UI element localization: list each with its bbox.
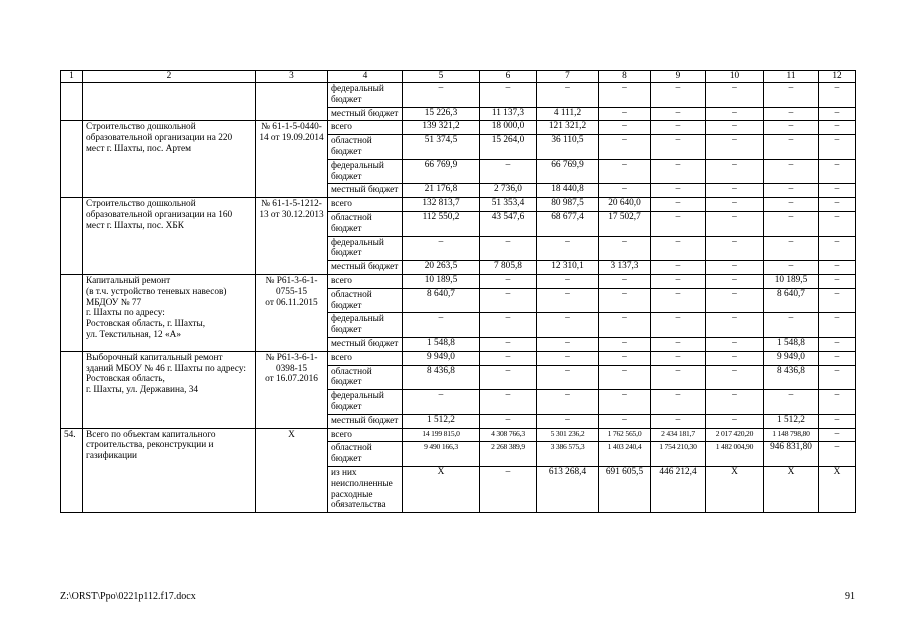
row-number [61,83,83,121]
amount-cell: – [651,236,706,261]
funding-source: всего [328,121,403,135]
amount-cell: – [537,337,599,351]
amount-cell: – [537,288,599,313]
amount-cell: – [819,313,856,338]
amount-cell: – [599,337,651,351]
amount-cell: 3 386 575,3 [537,442,599,467]
amount-cell: – [480,83,537,108]
amount-cell: – [651,337,706,351]
amount-cell: 51 374,5 [403,135,480,160]
amount-cell: 1 512,2 [764,414,819,428]
amount-cell: 2 268 389,9 [480,442,537,467]
amount-cell: – [819,236,856,261]
document-ref: № 61-1-5-0440-14 от 19.09.2014 [256,121,328,198]
amount-cell: – [403,313,480,338]
amount-cell: 139 321,2 [403,121,480,135]
amount-cell: – [651,351,706,365]
amount-cell: – [706,288,764,313]
object-name: Строительство дошкольной образовательной организации на 220 мест г. Шахты, пос. Артем [83,121,256,198]
object-name: Всего по объектам капитального строительства, реконструкции и газификации [83,428,256,513]
amount-cell: – [819,390,856,415]
amount-cell: – [651,121,706,135]
column-number: 10 [706,71,764,83]
amount-cell: – [651,198,706,212]
row-number [61,198,83,275]
amount-cell: – [480,351,537,365]
amount-cell: – [819,83,856,108]
funding-source: областной бюджет [328,442,403,467]
funding-source: местный бюджет [328,184,403,198]
amount-cell: – [764,107,819,121]
amount-cell: 1 482 004,90 [706,442,764,467]
amount-cell: 36 110,5 [537,135,599,160]
column-number: 5 [403,71,480,83]
amount-cell: – [706,351,764,365]
funding-source: областной бюджет [328,211,403,236]
amount-cell: – [651,211,706,236]
amount-cell: – [764,390,819,415]
amount-cell: – [706,236,764,261]
amount-cell: – [480,365,537,390]
amount-cell: 8 640,7 [764,288,819,313]
amount-cell: 4 111,2 [537,107,599,121]
amount-cell: – [599,107,651,121]
amount-cell: – [819,121,856,135]
amount-cell: – [651,184,706,198]
amount-cell: 121 321,2 [537,121,599,135]
row-number [61,274,83,351]
amount-cell: 1 148 798,80 [764,428,819,442]
amount-cell: – [819,211,856,236]
amount-cell: 112 550,2 [403,211,480,236]
amount-cell: – [764,184,819,198]
amount-cell: – [537,365,599,390]
amount-cell: – [651,159,706,184]
object-name [83,83,256,121]
amount-cell: – [819,184,856,198]
column-number: 1 [61,71,83,83]
document-ref [256,83,328,121]
amount-cell: – [599,288,651,313]
amount-cell: 43 547,6 [480,211,537,236]
column-number: 8 [599,71,651,83]
amount-cell: 1 512,2 [403,414,480,428]
table-row [61,428,856,442]
amount-cell: – [599,313,651,338]
amount-cell: 2 434 181,7 [651,428,706,442]
amount-cell: – [819,261,856,275]
amount-cell: – [819,428,856,442]
funding-source: федеральный бюджет [328,313,403,338]
amount-cell: – [651,390,706,415]
amount-cell: – [764,236,819,261]
amount-cell: – [480,390,537,415]
amount-cell: – [537,313,599,338]
amount-cell: – [480,466,537,512]
amount-cell: – [706,365,764,390]
funding-source: местный бюджет [328,261,403,275]
amount-cell: – [819,107,856,121]
amount-cell: 15 264,0 [480,135,537,160]
amount-cell: – [599,159,651,184]
document-ref: № 61-1-5-1212-13 от 30.12.2013 [256,198,328,275]
amount-cell: – [651,274,706,288]
amount-cell: – [706,274,764,288]
amount-cell: 1 548,8 [403,337,480,351]
funding-source: местный бюджет [328,107,403,121]
row-number: 54. [61,428,83,513]
funding-source: всего [328,198,403,212]
amount-cell: – [764,121,819,135]
document-ref: № Р61-3-6-1-0755-15 от 06.11.2015 [256,274,328,351]
amount-cell: – [819,288,856,313]
amount-cell: – [651,135,706,160]
amount-cell: 132 813,7 [403,198,480,212]
row-number [61,121,83,198]
funding-source: из них неисполненные расходные обязательства [328,466,403,512]
amount-cell: – [819,442,856,467]
amount-cell: – [706,135,764,160]
amount-cell: – [706,107,764,121]
amount-cell: – [819,274,856,288]
amount-cell: – [599,236,651,261]
amount-cell: – [819,351,856,365]
amount-cell: 3 137,3 [599,261,651,275]
object-name: Выборочный капитальный ремонт зданий МБОУ № 46 г. Шахты по адресу: Ростовская область, г. Шахты, ул. Державина, 34 [83,351,256,428]
amount-cell: – [819,135,856,160]
funding-source: областной бюджет [328,288,403,313]
funding-source: всего [328,428,403,442]
amount-cell: – [819,337,856,351]
amount-cell: 20 263,5 [403,261,480,275]
amount-cell: – [599,365,651,390]
amount-cell: 20 640,0 [599,198,651,212]
amount-cell: – [403,390,480,415]
amount-cell: 1 403 240,4 [599,442,651,467]
amount-cell: – [599,390,651,415]
document-ref: Х [256,428,328,513]
amount-cell: 66 769,9 [403,159,480,184]
amount-cell: – [480,414,537,428]
funding-source: местный бюджет [328,337,403,351]
funding-source: всего [328,351,403,365]
funding-source: местный бюджет [328,414,403,428]
amount-cell: 21 176,8 [403,184,480,198]
amount-cell: – [764,83,819,108]
amount-cell: – [819,159,856,184]
object-name: Капитальный ремонт (в т.ч. устройство теневых навесов) МБДОУ № 77 г. Шахты по адресу: Ростовская область, г. Шахты, ул. Текстильная, 12 «А» [83,274,256,351]
amount-cell: – [403,83,480,108]
amount-cell: 10 189,5 [403,274,480,288]
amount-cell: 9 949,0 [403,351,480,365]
amount-cell: 9 490 166,3 [403,442,480,467]
amount-cell: Х [764,466,819,512]
amount-cell: – [480,313,537,338]
amount-cell: – [480,236,537,261]
file-path-footer: Z:\ORST\Ppo\0221p112.f17.docx [60,591,196,602]
column-number: 4 [328,71,403,83]
amount-cell: – [706,198,764,212]
page-number: 91 [845,591,855,602]
amount-cell: 8 640,7 [403,288,480,313]
amount-cell: – [706,261,764,275]
amount-cell: 51 353,4 [480,198,537,212]
amount-cell: – [764,159,819,184]
amount-cell: – [764,261,819,275]
amount-cell: 11 137,3 [480,107,537,121]
amount-cell: – [764,313,819,338]
column-number: 9 [651,71,706,83]
amount-cell: – [706,211,764,236]
amount-cell: – [480,288,537,313]
object-name: Строительство дошкольной образовательной организации на 160 мест г. Шахты, пос. ХБК [83,198,256,275]
column-number: 12 [819,71,856,83]
column-number-row [61,71,856,83]
amount-cell: 613 268,4 [537,466,599,512]
amount-cell: – [403,236,480,261]
amount-cell: 946 831,80 [764,442,819,467]
table-row [61,198,856,212]
amount-cell: – [651,365,706,390]
amount-cell: 4 308 766,3 [480,428,537,442]
amount-cell: – [819,365,856,390]
amount-cell: 8 436,8 [403,365,480,390]
funding-source: всего [328,274,403,288]
amount-cell: – [706,159,764,184]
amount-cell: – [599,135,651,160]
amount-cell: 9 949,0 [764,351,819,365]
column-number: 3 [256,71,328,83]
table-row [61,83,856,108]
amount-cell: 7 805,8 [480,261,537,275]
amount-cell: Х [706,466,764,512]
column-number: 7 [537,71,599,83]
amount-cell: – [706,121,764,135]
amount-cell: 5 301 236,2 [537,428,599,442]
funding-source: федеральный бюджет [328,159,403,184]
amount-cell: – [651,313,706,338]
amount-cell: – [651,107,706,121]
amount-cell: – [480,274,537,288]
table-body [61,71,856,513]
column-number: 11 [764,71,819,83]
amount-cell: 18 440,8 [537,184,599,198]
amount-cell: – [706,390,764,415]
table-row [61,351,856,365]
amount-cell: 691 605,5 [599,466,651,512]
document-ref: № Р61-3-6-1-0398-15 от 16.07.2016 [256,351,328,428]
amount-cell: 15 226,3 [403,107,480,121]
amount-cell: 2 017 420,20 [706,428,764,442]
amount-cell: – [537,83,599,108]
amount-cell: – [599,184,651,198]
amount-cell: – [706,313,764,338]
amount-cell: 10 189,5 [764,274,819,288]
amount-cell: – [537,351,599,365]
amount-cell: 1 548,8 [764,337,819,351]
amount-cell: 1 762 565,0 [599,428,651,442]
amount-cell: 2 736,0 [480,184,537,198]
column-number: 2 [83,71,256,83]
amount-cell: – [764,135,819,160]
amount-cell: 8 436,8 [764,365,819,390]
amount-cell: 446 212,4 [651,466,706,512]
amount-cell: – [480,337,537,351]
amount-cell: – [764,211,819,236]
amount-cell: – [599,274,651,288]
amount-cell: 14 199 815,0 [403,428,480,442]
amount-cell: – [537,414,599,428]
funding-source: областной бюджет [328,365,403,390]
amount-cell: 80 987,5 [537,198,599,212]
amount-cell: – [764,198,819,212]
table-row [61,274,856,288]
amount-cell: – [819,414,856,428]
table-row [61,121,856,135]
amount-cell: – [651,261,706,275]
amount-cell: 1 754 210,30 [651,442,706,467]
amount-cell: – [651,414,706,428]
amount-cell: – [537,390,599,415]
column-number: 6 [480,71,537,83]
funding-source: федеральный бюджет [328,83,403,108]
amount-cell: – [599,121,651,135]
amount-cell: – [599,414,651,428]
amount-cell: Х [819,466,856,512]
amount-cell: 68 677,4 [537,211,599,236]
amount-cell: – [651,288,706,313]
amount-cell: 18 000,0 [480,121,537,135]
amount-cell: – [480,159,537,184]
amount-cell: – [706,337,764,351]
amount-cell: 12 310,1 [537,261,599,275]
amount-cell: – [819,198,856,212]
amount-cell: – [706,83,764,108]
funding-source: федеральный бюджет [328,236,403,261]
amount-cell: – [537,274,599,288]
funding-source: федеральный бюджет [328,390,403,415]
amount-cell: – [599,83,651,108]
budget-table [60,70,856,513]
amount-cell: – [537,236,599,261]
amount-cell: – [706,184,764,198]
amount-cell: – [651,83,706,108]
amount-cell: – [599,351,651,365]
amount-cell: 66 769,9 [537,159,599,184]
amount-cell: 17 502,7 [599,211,651,236]
amount-cell: Х [403,466,480,512]
amount-cell: – [706,414,764,428]
funding-source: областной бюджет [328,135,403,160]
row-number [61,351,83,428]
